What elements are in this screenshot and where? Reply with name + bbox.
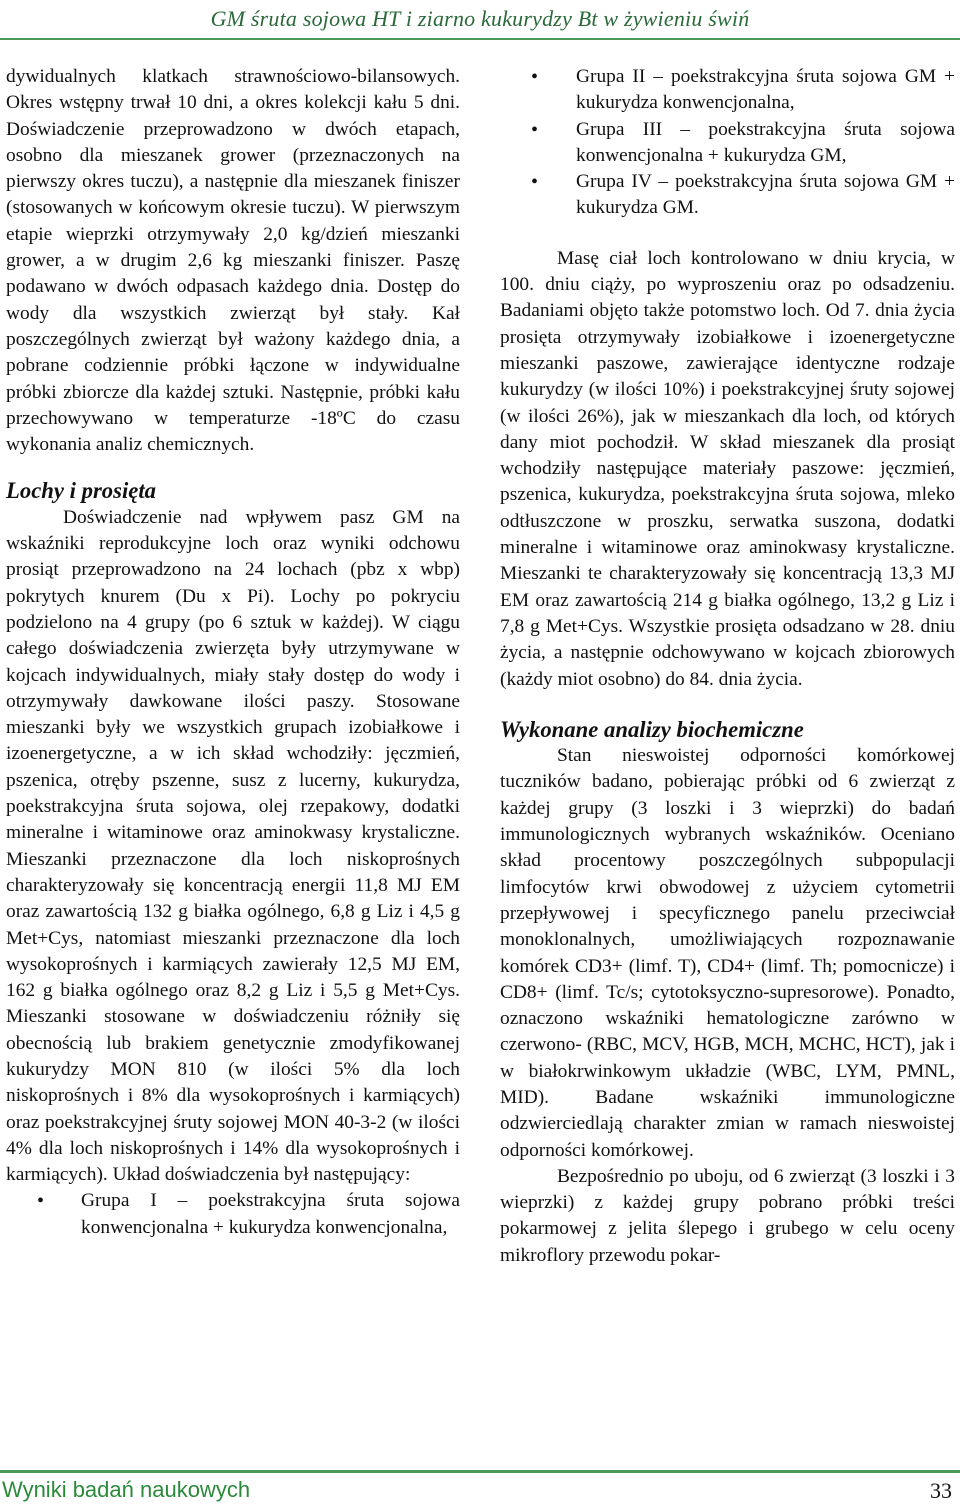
- footer-divider: [0, 1470, 960, 1473]
- body-paragraph: Masę ciał loch kontrolowano w dniu krycia, w 100. dniu ciąży, po wyproszeniu oraz po odsadzeniu. Badaniami objęto także potomstwo loch. Od 7. dnia życia prosięta otrzymywały izobiałkowe i izoenergetyczne mieszanki paszowe, zawierające identyczne rodzaje kukurydzy (w ilości 10%) i poekstrakcyjnej śruty sojowej (w ilości 26%), jak w mieszankach dla loch, od których dany miot pochodził. W skład mieszanek dla prosiąt wchodziły następujące materiały paszowe: jęczmień, pszenica, kukurydza, poekstrakcyjna śruta sojowa, mleko odtłuszczone w proszku, serwatka suszona, dodatki mineralne i witaminowe oraz aminokwasy krystaliczne. Mieszanki te charakteryzowały się koncentracją 13,3 MJ EM oraz zawartością 214 g białka ogólnego, 13,2 g Liz i 7,8 g Met+Cys. Wszystkie prosięta odsadzano w 28. dniu życia, a następnie odchowywano w kojcach zbiorowych (każdy miot osobno) do 84. dnia życia.: [500, 247, 955, 690]
- right-column: [500, 64, 955, 1269]
- footer-section-label: Wyniki badań naukowych: [2, 1477, 251, 1502]
- list-item: [500, 64, 955, 117]
- list-item-text: Grupa IV – poekstrakcyjna śruta sojowa GM + kukurydza GM.: [576, 171, 955, 219]
- page-number: 33: [930, 1478, 952, 1503]
- bullet-icon: •: [531, 171, 539, 194]
- group-list: [6, 1188, 460, 1241]
- list-item-text: Grupa III – poekstrakcyjna śruta sojowa konwencjonalna + kukurydza GM,: [576, 118, 955, 166]
- list-item-text: Grupa I – poekstrakcyjna śruta sojowa konwencjonalna + kukurydza konwencjonalna,: [81, 1190, 460, 1238]
- body-paragraph: Stan nieswoistej odporności komórkowej tuczników badano, pobierając próbki od 6 zwierząt z każdej grupy (3 loszki i 3 wieprzki) do badań immunologicznych wybranych wskaźników. Oceniano skład procentowy poszczególnych subpopulacji limfocytów krwi obwodowej z użyciem cytometrii przepływowej i specyficznego panelu przeciwciał monoklonalnych, umożliwiających rozpoznawanie komórek CD3+ (limf. T), CD4+ (limf. Th; pomocnicze) i CD8+ (limf. Tc/s; cytotoksyczno-supresorowe). Ponadto, oznaczono wskaźniki hematologiczne zarówno w czerwono- (RBC, MCV, HGB, MCH, MCHC, HCT), jak i w białokrwinkowym układzie (WBC, LYM, PMNL, MID). Badane wskaźniki immunologiczne odzwierciedlają charakter zmian w ramach nieswoistej odporności komórkowej.: [500, 745, 955, 1161]
- list-item: [500, 169, 955, 222]
- left-column: [6, 64, 460, 1241]
- bullet-icon: •: [531, 66, 539, 88]
- header-divider: [0, 38, 960, 40]
- section-heading: Lochy i prosięta: [6, 478, 156, 504]
- list-item: [6, 1188, 460, 1241]
- body-paragraph: dywidualnych klatkach strawnościowo-bilansowych. Okres wstępny trwał 10 dni, a okres kolekcji kału 5 dni. Doświadczenie przeprowadzono w dwóch etapach, osobno dla mieszanek grower (przeznaczonych na pierwszy okres tuczu), a następnie dla mieszanek finiszer (stosowanych w końcowym okresie tuczu). W pierwszym etapie wieprzki otrzymywały 2,0 kg/dzień mieszanki grower, a w drugim 2,6 kg mieszanki finiszer. Paszę podawano w dwóch odpasach każdego dnia. Dostęp do wody dla wszystkich zwierząt był stały. Kał poszczególnych zwierząt był ważony każdego dnia, a pobrane codziennie próbki łączone w indywidualne próbki zbiorcze dla każdej sztuki. Następnie, próbki kału przechowywano w temperaturze -18ºC do czasu wykonania analiz chemicznych.: [6, 66, 460, 456]
- list-item: [500, 117, 955, 170]
- body-paragraph: Bezpośrednio po uboju, od 6 zwierząt (3 loszki i 3 wieprzki) z każdej grupy pobrano próbki treści pokarmowej z jelita ślepego i grubego w celu oceny mikroflory przewodu pokar-: [500, 1165, 955, 1266]
- bullet-icon: •: [37, 1190, 45, 1213]
- running-header: GM śruta sojowa HT i ziarno kukurydzy Bt w żywieniu świń: [210, 6, 750, 31]
- bullet-icon: •: [531, 118, 539, 141]
- list-item-text: Grupa II – poekstrakcyjna śruta sojowa GM + kukurydza konwencjonalna,: [576, 66, 955, 114]
- section-heading: Wykonane analizy biochemiczne: [500, 716, 804, 742]
- group-list: [500, 64, 955, 222]
- body-paragraph: Doświadczenie nad wpływem pasz GM na wskaźniki reprodukcyjne loch oraz wyniki odchowu prosiąt przeprowadzono na 24 lochach (pbz x wbp) pokrytych knurem (Du x Pi). Lochy po pokryciu podzielono na 4 grupy (po 6 sztuk w każdej). W ciągu całego doświadczenia zwierzęta były utrzymywane w kojcach indywidualnych, miały stały dostęp do wody i otrzymywały dawkowane ilości paszy. Stosowane mieszanki były we wszystkich grupach izobiałkowe i izoenergetyczne, a w ich skład wchodziły: jęczmień, pszenica, otręby pszenne, susz z lucerny, kukurydza, poekstrakcyjna śruta sojowa, olej rzepakowy, dodatki mineralne i witaminowe oraz aminokwasy krystaliczne. Mieszanki przeznaczone dla loch niskoprośnych charakteryzowały się koncentracją energii 11,8 MJ EM oraz zawartością 132 g białka ogólnego, 6,8 g Liz i 4,5 g Met+Cys, natomiast mieszanki przeznaczone dla loch wysokoprośnych i karmiących zawierały 12,5 MJ EM, 162 g białka ogólnego oraz 8,2 g Liz i 5,5 g Met+Cys. Mieszanki stosowane w doświadczeniu różniły się obecnością lub brakiem genetycznie zmodyfikowanej kukurydzy MON 810 (w ilości 5% dla loch niskoprośnych i 8% dla wysokoprośnych i karmiących) oraz poekstrakcyjnej śruty sojowej MON 40-3-2 (w ilości 4% dla loch niskoprośnych i 14% dla wysokoprośnych i karmiących). Układ doświadczenia był następujący:: [6, 506, 460, 1186]
